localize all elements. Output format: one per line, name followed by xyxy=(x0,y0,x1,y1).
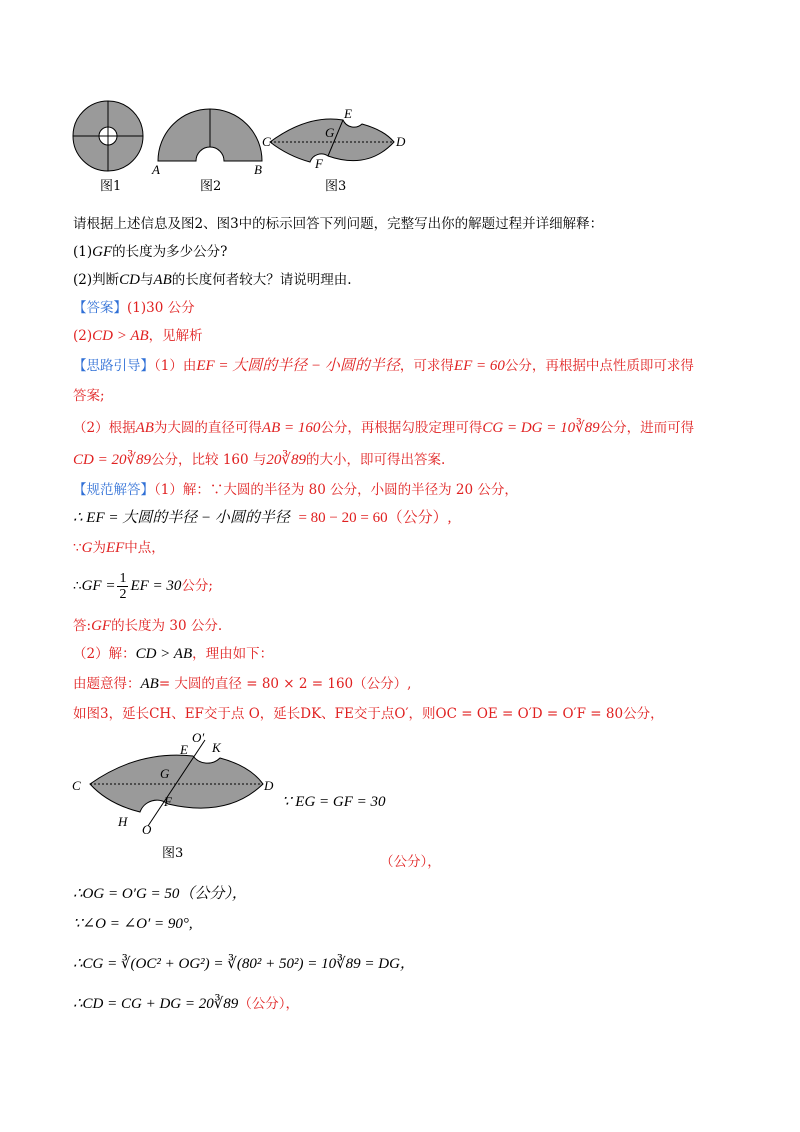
figure-3b-label-o: O xyxy=(142,822,152,837)
figure-2-label-b: B xyxy=(254,162,262,176)
solution-line-11: ∴OG = O′G = 50（公分）， xyxy=(73,886,247,902)
solution-line-13: ∴CG = ∛(OC² + OG²) = ∛(80² + 50²) = 10∛89 = DG， xyxy=(73,956,415,972)
figure-3b-label-e: E xyxy=(180,742,188,757)
question-1: (1)GF的长度为多少公分? xyxy=(73,244,228,260)
figure-3b-label-d: D xyxy=(264,778,274,793)
guide-line-1: 【思路引导】（1）由EF = 大圆的半径 − 小圆的半径，可求得EF = 60公分，再根据中点性质即可求得 xyxy=(73,358,694,374)
solution-line-8: 如图3，延长CH、EF交于点 O，延长DK、FE交于点O′，则OC = OE = O′D = O′F = 80公分， xyxy=(73,706,664,722)
figure-2-caption: 图2 xyxy=(200,179,222,194)
solution-line-3: ∵G为EF中点， xyxy=(73,540,165,556)
figure-3b-shape xyxy=(68,728,278,840)
solution-line-2: ∴ EF = 大圆的半径 − 小圆的半径 = 80 − 20 = 60（公分）, xyxy=(73,510,452,526)
solution-line-10: （公分）， xyxy=(380,854,441,870)
figure-3-label-c: C xyxy=(262,134,271,149)
solution-line-5: 答:GF的长度为 30 公分. xyxy=(73,618,223,634)
figure-2-label-a: A xyxy=(152,162,160,176)
figure-3b-label-g: G xyxy=(160,766,170,781)
figure-3b-label-o-prime: O′ xyxy=(192,730,205,745)
guide-line-3: （2）根据AB为大圆的直径可得AB = 160公分，再根据勾股定理可得CG = DG = 10∛89公分，进而可得 xyxy=(73,420,695,436)
question-2: (2)判断CD与AB的长度何者较大？请说明理由. xyxy=(73,272,352,288)
answer-line-2: (2)CD > AB，见解析 xyxy=(73,328,203,344)
solution-line-1: 【规范解答】（1）解：∵大圆的半径为 80 公分，小圆的半径为 20 公分， xyxy=(73,482,518,498)
figure-3b-label-k: K xyxy=(212,740,221,755)
fraction-one-half: $\frac{1}{2}$ xyxy=(119,571,127,602)
figure-3-label-d: D xyxy=(396,134,406,149)
solution-line-12: ∵∠O = ∠O′ = 90°, xyxy=(73,916,193,932)
figure-3-caption: 图3 xyxy=(325,179,347,194)
figure-3-label-g: G xyxy=(325,125,335,140)
figure-3b-label-c: C xyxy=(72,778,81,793)
solution-line-6: （2）解：CD > AB，理由如下： xyxy=(73,646,274,662)
solution-line-9: ∵ EG = GF = 30 xyxy=(282,794,386,810)
figure-3b-label-h: H xyxy=(118,814,128,829)
figure-2-semicircle xyxy=(150,104,270,176)
guide-line-4: CD = 20∛89公分，比较 160 与20∛89的大小，即可得出答案. xyxy=(73,452,446,468)
figure-3-label-f: F xyxy=(315,156,323,171)
solution-line-14: ∴CD = CG + DG = 20∛89（公分）， xyxy=(73,996,300,1012)
guide-line-2: 答案; xyxy=(73,388,105,404)
figure-1-caption: 图1 xyxy=(100,179,122,194)
answer-line-1: 【答案】(1)30 公分 xyxy=(73,300,195,316)
figure-3-label-e: E xyxy=(344,106,352,121)
figure-3-shape xyxy=(258,104,418,176)
question-intro: 请根据上述信息及图2、图3中的标示回答下列问题，完整写出你的解题过程并详细解释： xyxy=(73,216,604,232)
solution-line-7: 由题意得：AB= 大圆的直径 = 80 × 2 = 160（公分）, xyxy=(73,676,412,692)
figure-3b-label-f: F xyxy=(164,794,172,809)
figure-3b-caption: 图3 xyxy=(162,846,184,861)
solution-line-4: ∴GF = $\frac{1}{2}$ EF = 30公分; xyxy=(73,571,213,602)
